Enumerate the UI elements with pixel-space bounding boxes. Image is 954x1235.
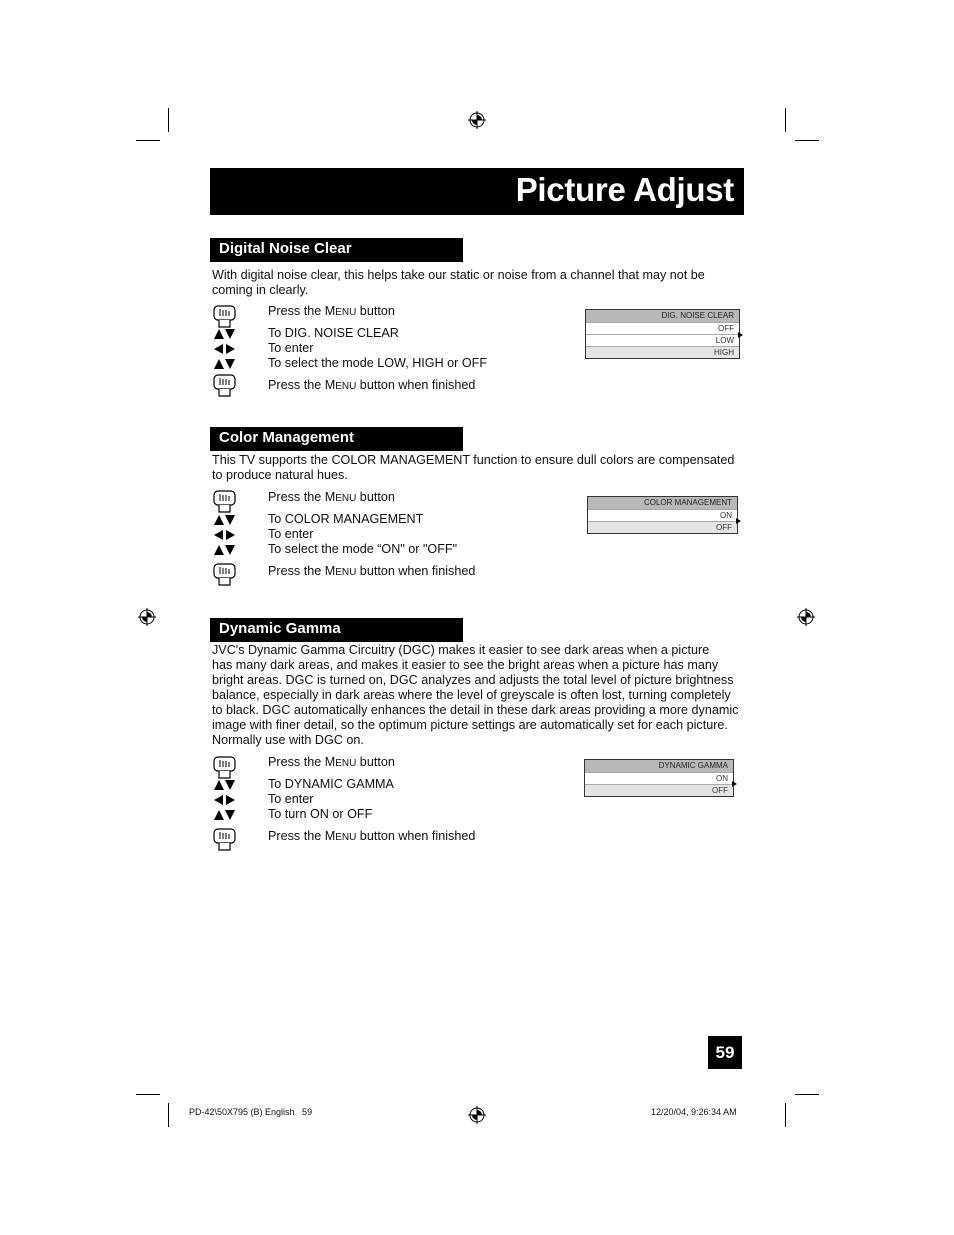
step-select-item: To COLOR MANAGEMENT (268, 512, 424, 526)
step-select-mode: To select the mode LOW, HIGH or OFF (268, 356, 488, 370)
cursor-icon (732, 781, 737, 787)
section-heading-dynamic-gamma (210, 618, 463, 642)
step-press-menu-finish: Press the MENU button when finished (268, 378, 476, 392)
osd-menu-header: DYNAMIC GAMMA (585, 760, 733, 772)
osd-menu-option: ON (585, 772, 733, 784)
up-down-arrow-icon (213, 358, 236, 370)
section-heading-text: Digital Noise Clear (219, 240, 352, 257)
intro-line: JVC's Dynamic Gamma Circuitry (DGC) makes it easier to see dark areas when a picture (212, 643, 710, 657)
crop-mark (168, 1103, 169, 1127)
section-heading-color-management (210, 427, 463, 451)
section-intro (212, 643, 752, 748)
section-heading-text: Dynamic Gamma (219, 620, 341, 637)
intro-line: image with finer detail, so the optimum picture settings are automatically set for each picture. (212, 718, 728, 732)
crop-mark (795, 1094, 819, 1095)
osd-menu-header: DIG. NOISE CLEAR (586, 310, 739, 322)
step-press-menu: Press the MENU button (268, 755, 395, 769)
crop-mark (795, 140, 819, 141)
up-down-arrow-icon (213, 809, 236, 821)
osd-menu-header: COLOR MANAGEMENT (588, 497, 737, 509)
crop-mark (136, 140, 160, 141)
step-press-menu: Press the MENU button (268, 304, 395, 318)
intro-line: balance, especially in dark areas where the level of greyscale is often lost, turning completely (212, 688, 731, 702)
osd-menu-option: ON (588, 509, 737, 521)
registration-mark-icon (468, 111, 486, 129)
step-enter: To enter (268, 341, 314, 355)
page-title: Picture Adjust (515, 171, 734, 208)
up-down-arrow-icon (213, 514, 236, 526)
intro-line: bright areas. DGC is turned on, DGC analyzes and adjusts the total level of picture brightness (212, 673, 734, 687)
section-intro: This TV supports the COLOR MANAGEMENT function to ensure dull colors are compensated to produce natural hues. (212, 453, 735, 482)
osd-menu-option: OFF (586, 322, 739, 334)
intro-line: has many dark areas, and makes it easier to see the bright areas when a picture has many (212, 658, 719, 672)
osd-menu-option: LOW (586, 334, 739, 346)
cursor-icon (736, 518, 741, 524)
osd-menu-option: HIGH (586, 346, 739, 358)
menu-hand-icon (213, 756, 237, 780)
cursor-icon (738, 332, 743, 338)
registration-mark-icon (797, 608, 815, 626)
section-heading-digital-noise-clear (210, 238, 463, 262)
step-press-menu-finish: Press the MENU button when finished (268, 829, 476, 843)
menu-hand-icon (213, 374, 237, 398)
intro-line: Normally use with DGC on. (212, 733, 364, 747)
menu-hand-icon (213, 305, 237, 329)
footer-timestamp: 12/20/04, 9:26:34 AM (651, 1107, 737, 1117)
osd-menu-dynamic-gamma (584, 759, 734, 797)
up-down-arrow-icon (213, 779, 236, 791)
step-select-item: To DIG. NOISE CLEAR (268, 326, 399, 340)
step-select-mode: To select the mode “ON" or "OFF" (268, 542, 458, 556)
osd-menu-color-management (587, 496, 738, 534)
menu-hand-icon (213, 828, 237, 852)
step-select-mode: To turn ON or OFF (268, 807, 373, 821)
step-enter: To enter (268, 792, 314, 806)
intro-line: to black. DGC automatically enhances the detail in these dark areas providing a more dynamic (212, 703, 739, 717)
up-down-arrow-icon (213, 328, 236, 340)
menu-hand-icon (213, 563, 237, 587)
crop-mark (136, 1094, 160, 1095)
left-right-arrow-icon (213, 343, 236, 355)
left-right-arrow-icon (213, 529, 236, 541)
step-press-menu-finish: Press the MENU button when finished (268, 564, 476, 578)
crop-mark (785, 1103, 786, 1127)
osd-menu-option: OFF (585, 784, 733, 796)
up-down-arrow-icon (213, 544, 236, 556)
page-number: 59 (708, 1036, 742, 1069)
registration-mark-icon (468, 1106, 486, 1124)
page-title-bar (210, 168, 744, 215)
crop-mark (168, 108, 169, 132)
step-enter: To enter (268, 527, 314, 541)
section-heading-text: Color Management (219, 429, 355, 446)
section-intro: With digital noise clear, this helps take our static or noise from a channel that may not be coming in clearly. (212, 268, 705, 297)
footer-file-info: PD-42\50X795 (B) English 59 (189, 1107, 313, 1117)
menu-hand-icon (213, 490, 237, 514)
osd-menu-digital-noise-clear (585, 309, 740, 359)
osd-menu-option: OFF (588, 521, 737, 533)
left-right-arrow-icon (213, 794, 236, 806)
step-select-item: To DYNAMIC GAMMA (268, 777, 394, 791)
step-press-menu: Press the MENU button (268, 490, 395, 504)
registration-mark-icon (138, 608, 156, 626)
crop-mark (785, 108, 786, 132)
